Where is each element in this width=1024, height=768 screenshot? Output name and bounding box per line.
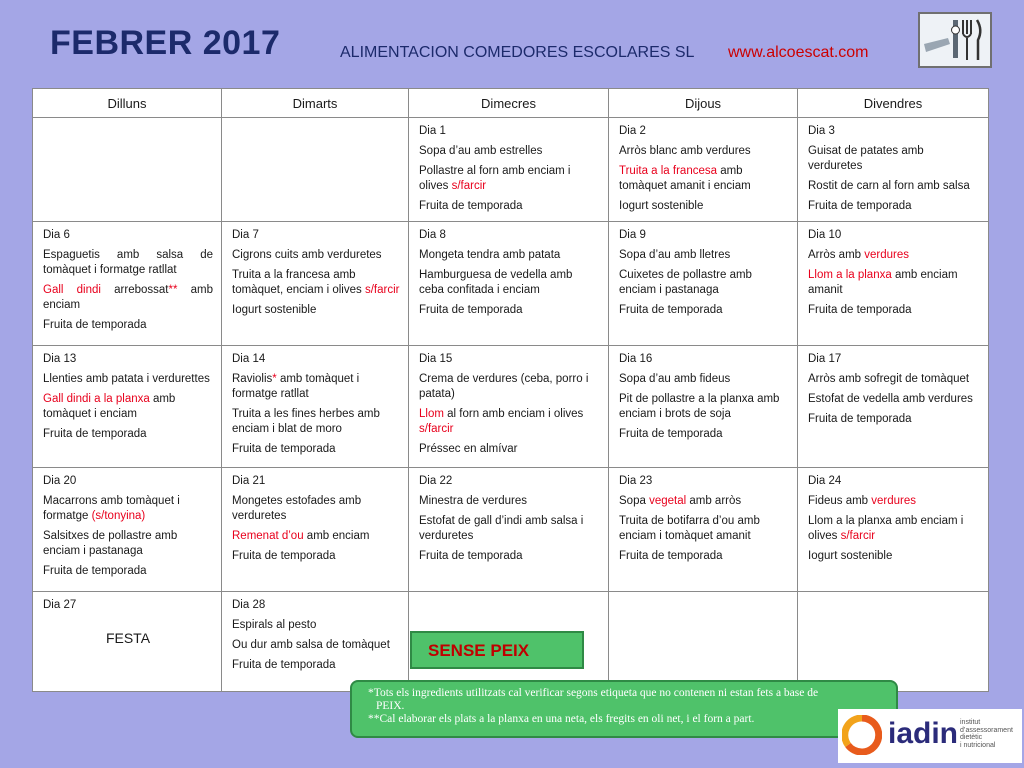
highlight-text: Gall dindi bbox=[43, 284, 101, 296]
dish-text: Sopa bbox=[619, 495, 650, 507]
dish-line bbox=[808, 372, 980, 387]
weekday-header: Dimecres bbox=[409, 89, 609, 118]
dish-text: Espaguetis amb salsa de tomàquet i formatge ratllat bbox=[43, 249, 213, 276]
day-cell bbox=[798, 118, 989, 222]
highlight-text: Llom a la planxa bbox=[808, 269, 892, 281]
dish-text: Dia 14 bbox=[232, 353, 266, 365]
dish-line bbox=[419, 303, 600, 318]
day-cell bbox=[33, 592, 222, 692]
dish-text: Mongetes estofades amb verduretes bbox=[232, 495, 362, 522]
dish-line bbox=[232, 494, 400, 524]
dish-line bbox=[232, 407, 400, 437]
dish-line bbox=[808, 303, 980, 318]
cutlery-icon bbox=[918, 12, 992, 68]
highlight-text: s/farcir bbox=[364, 284, 400, 296]
dish-text: Hamburguesa de vedella amb ceba confitada i enciam bbox=[419, 269, 573, 296]
dish-text: Dia 16 bbox=[619, 353, 653, 365]
week-row bbox=[33, 346, 989, 468]
dish-line bbox=[419, 494, 600, 509]
tagline-line: dietètic bbox=[960, 734, 983, 741]
dish-line bbox=[419, 199, 600, 214]
dish-line bbox=[619, 164, 789, 194]
day-cell bbox=[409, 118, 609, 222]
day-cell bbox=[409, 346, 609, 468]
dish-text: Estofat de vedella amb verdures bbox=[808, 393, 973, 405]
weekday-header: Dijous bbox=[609, 89, 798, 118]
weekday-header-row bbox=[33, 89, 989, 118]
dish-line bbox=[232, 268, 400, 298]
iadin-tagline bbox=[960, 719, 1013, 749]
dish-text: Dia 9 bbox=[619, 229, 646, 241]
dish-text: Fruita de temporada bbox=[808, 413, 912, 425]
weekday-header: Dimarts bbox=[222, 89, 409, 118]
dish-text: Raviolis bbox=[232, 373, 273, 385]
dish-text: al forn amb enciam i olives bbox=[443, 408, 584, 420]
dish-line bbox=[419, 268, 600, 298]
dish-line bbox=[808, 412, 980, 427]
dish-line bbox=[43, 529, 213, 559]
day-cell bbox=[798, 592, 989, 692]
highlight-text: Remenat d’ou bbox=[232, 530, 304, 542]
dish-text: Llenties amb patata i verdurettes bbox=[43, 373, 210, 385]
day-number bbox=[43, 474, 213, 489]
day-number bbox=[619, 124, 789, 139]
day-number bbox=[808, 474, 980, 489]
highlight-text: ** bbox=[168, 284, 178, 296]
day-cell bbox=[33, 222, 222, 346]
dish-text: Préssec en almívar bbox=[419, 443, 518, 455]
dish-text: Dia 17 bbox=[808, 353, 842, 365]
dish-line bbox=[619, 549, 789, 564]
dish-line bbox=[43, 392, 213, 422]
page-title: FEBRER 2017 bbox=[50, 24, 281, 62]
dish-line bbox=[43, 494, 213, 524]
dish-line bbox=[43, 564, 213, 579]
dish-text: amb tomàquet i enciam bbox=[43, 393, 176, 420]
dish-text: Iogurt sostenible bbox=[808, 550, 893, 562]
dish-text: Fruita de temporada bbox=[619, 428, 723, 440]
highlight-text: * bbox=[272, 373, 277, 385]
dish-line bbox=[43, 427, 213, 442]
dish-line bbox=[43, 283, 213, 313]
dish-line bbox=[43, 248, 213, 278]
dish-text: Dia 28 bbox=[232, 599, 266, 611]
tagline-line: institut bbox=[960, 719, 981, 726]
dish-line bbox=[419, 514, 600, 544]
dish-line bbox=[232, 618, 400, 633]
week-row bbox=[33, 118, 989, 222]
dish-line bbox=[419, 549, 600, 564]
dish-text: amb enciam amanit bbox=[808, 269, 958, 296]
dish-text: Fruita de temporada bbox=[419, 200, 523, 212]
dish-text: Fruita de temporada bbox=[419, 304, 523, 316]
dish-text: Fruita de temporada bbox=[808, 200, 912, 212]
dish-text: Dia 6 bbox=[43, 229, 70, 241]
dish-text: Arròs amb sofregit de tomàquet bbox=[808, 373, 970, 385]
dish-line bbox=[232, 442, 400, 457]
dish-text: Rostit de carn al forn amb salsa bbox=[808, 180, 970, 192]
dish-line bbox=[619, 372, 789, 387]
dish-text: Dia 24 bbox=[808, 475, 842, 487]
day-number bbox=[419, 474, 600, 489]
day-cell bbox=[222, 592, 409, 692]
dish-text: Dia 23 bbox=[619, 475, 653, 487]
highlight-text: verdures bbox=[871, 495, 917, 507]
sense-peix-badge: SENSE PEIX bbox=[410, 631, 584, 669]
iadin-mark-icon bbox=[842, 715, 882, 755]
dish-text: Estofat de gall d’indi amb salsa i verduretes bbox=[419, 515, 584, 542]
tagline-line: i nutricional bbox=[960, 741, 996, 749]
day-cell bbox=[222, 222, 409, 346]
dish-text: amb tomàquet amanit i enciam bbox=[619, 165, 751, 192]
weekday-header: Dilluns bbox=[33, 89, 222, 118]
dish-text: Truita a la francesa amb tomàquet, enciam i olives bbox=[232, 269, 365, 296]
company-name: ALIMENTACION COMEDORES ESCOLARES SL bbox=[340, 44, 695, 61]
dish-text: Dia 22 bbox=[419, 475, 453, 487]
day-cell bbox=[409, 222, 609, 346]
dish-text: Dia 7 bbox=[232, 229, 259, 241]
dish-line bbox=[419, 407, 600, 437]
dish-line bbox=[808, 549, 980, 564]
dish-text: amb tomàquet i formatge ratllat bbox=[232, 373, 360, 400]
dish-line bbox=[419, 442, 600, 457]
footnote-box bbox=[350, 680, 898, 738]
highlight-text: vegetal bbox=[649, 495, 687, 507]
dish-text: Macarrons amb tomàquet i formatge bbox=[43, 495, 180, 522]
dish-text: Llom a la planxa amb enciam i olives bbox=[808, 515, 964, 542]
dish-text: Salsitxes de pollastre amb enciam i pastanaga bbox=[43, 530, 178, 557]
day-number bbox=[232, 352, 400, 367]
day-number bbox=[43, 352, 213, 367]
dish-line bbox=[232, 303, 400, 318]
dish-text: Fruita de temporada bbox=[43, 565, 147, 577]
dish-text: Pit de pollastre a la planxa amb enciam i brots de soja bbox=[619, 393, 780, 420]
dish-text: arrebossat bbox=[100, 284, 169, 296]
dish-text: Minestra de verdures bbox=[419, 495, 528, 507]
iadin-logo bbox=[838, 709, 1022, 763]
dish-text: Fruita de temporada bbox=[232, 443, 336, 455]
week-row bbox=[33, 468, 989, 592]
dish-line bbox=[619, 144, 789, 159]
dish-line bbox=[619, 303, 789, 318]
day-cell bbox=[798, 346, 989, 468]
dish-text: Sopa d’au amb lletres bbox=[619, 249, 731, 261]
dish-text: Fruita de temporada bbox=[43, 319, 147, 331]
highlight-text: Llom bbox=[419, 408, 444, 420]
day-cell bbox=[222, 468, 409, 592]
day-number bbox=[232, 228, 400, 243]
dish-line bbox=[808, 514, 980, 544]
website-link[interactable]: www.alcoescat.com bbox=[728, 44, 869, 61]
dish-line bbox=[808, 199, 980, 214]
dish-text: Dia 20 bbox=[43, 475, 77, 487]
dish-text: Fideus amb bbox=[808, 495, 872, 507]
dish-line bbox=[619, 392, 789, 422]
day-cell bbox=[609, 592, 798, 692]
day-cell bbox=[609, 222, 798, 346]
tagline-line: d’assessorament bbox=[960, 726, 1013, 734]
dish-text: Arròs amb bbox=[808, 249, 865, 261]
dish-text: Iogurt sostenible bbox=[619, 200, 704, 212]
dish-line bbox=[619, 494, 789, 509]
dish-text: amb enciam bbox=[43, 284, 213, 311]
dish-text: amb arròs bbox=[686, 495, 742, 507]
dish-line bbox=[232, 529, 400, 544]
dish-text: Cuixetes de pollastre amb enciam i pastanaga bbox=[619, 269, 752, 296]
dish-line bbox=[43, 372, 213, 387]
footnote-line: PEIX. bbox=[376, 700, 405, 712]
dish-text: amb enciam bbox=[303, 530, 370, 542]
dish-text: Fruita de temporada bbox=[808, 304, 912, 316]
day-cell bbox=[33, 118, 222, 222]
day-number bbox=[619, 474, 789, 489]
footnote-line: **Cal elaborar els plats a la planxa en una neta, els fregits en oli net, i el forn a part. bbox=[368, 713, 755, 725]
dish-line bbox=[419, 164, 600, 194]
dish-text: Dia 10 bbox=[808, 229, 842, 241]
dish-text: Fruita de temporada bbox=[43, 428, 147, 440]
weekday-header: Divendres bbox=[798, 89, 989, 118]
dish-text: Dia 8 bbox=[419, 229, 446, 241]
dish-line bbox=[619, 427, 789, 442]
dish-text: Sopa d’au amb estrelles bbox=[419, 145, 543, 157]
day-cell bbox=[798, 222, 989, 346]
highlight-text: Gall dindi a la planxa bbox=[43, 393, 150, 405]
day-cell bbox=[609, 468, 798, 592]
dish-text: Iogurt sostenible bbox=[232, 304, 317, 316]
day-number bbox=[43, 228, 213, 243]
day-cell bbox=[33, 468, 222, 592]
dish-text: Dia 15 bbox=[419, 353, 453, 365]
dish-line bbox=[232, 658, 400, 673]
dish-text: Guisat de patates amb verduretes bbox=[808, 145, 924, 172]
dish-text: Fruita de temporada bbox=[232, 659, 336, 671]
highlight-text: (s/tonyina) bbox=[91, 510, 146, 522]
highlight-text: s/farcir bbox=[840, 530, 876, 542]
day-number bbox=[232, 598, 400, 613]
dish-text: Truita de botifarra d’ou amb enciam i tomàquet amanit bbox=[619, 515, 760, 542]
dish-line bbox=[808, 179, 980, 194]
dish-line bbox=[419, 144, 600, 159]
dish-text: Fruita de temporada bbox=[419, 550, 523, 562]
day-cell bbox=[222, 118, 409, 222]
weekly-menu-table bbox=[32, 88, 989, 692]
dish-text: Dia 13 bbox=[43, 353, 77, 365]
day-cell bbox=[33, 346, 222, 468]
dish-line bbox=[808, 494, 980, 509]
dish-text: Fruita de temporada bbox=[619, 550, 723, 562]
day-cell bbox=[609, 118, 798, 222]
highlight-text: verdures bbox=[864, 249, 909, 261]
iadin-wordmark: iadin bbox=[888, 717, 959, 750]
dish-text: Dia 27 bbox=[43, 599, 77, 611]
week-row bbox=[33, 222, 989, 346]
highlight-text: s/farcir bbox=[451, 180, 487, 192]
dish-line bbox=[619, 199, 789, 214]
dish-line bbox=[419, 248, 600, 263]
day-number bbox=[619, 228, 789, 243]
dish-line bbox=[43, 318, 213, 333]
day-number bbox=[808, 352, 980, 367]
dish-text: Pollastre al forn amb enciam i olives bbox=[419, 165, 571, 192]
dish-text: Mongeta tendra amb patata bbox=[419, 249, 561, 261]
dish-line bbox=[808, 248, 980, 263]
dish-line bbox=[619, 514, 789, 544]
dish-text: Dia 2 bbox=[619, 125, 646, 137]
dish-text: Truita a les fines herbes amb enciam i blat de moro bbox=[232, 408, 380, 435]
day-cell bbox=[409, 468, 609, 592]
day-number bbox=[808, 228, 980, 243]
day-cell bbox=[798, 468, 989, 592]
dish-text: Crema de verdures (ceba, porro i patata) bbox=[419, 373, 589, 400]
highlight-text: Truita a la francesa bbox=[619, 165, 718, 177]
day-number bbox=[808, 124, 980, 139]
dish-line bbox=[808, 392, 980, 407]
day-cell bbox=[222, 346, 409, 468]
dish-line bbox=[232, 372, 400, 402]
dish-line bbox=[232, 549, 400, 564]
dish-text: Sopa d’au amb fideus bbox=[619, 373, 731, 385]
footnote-line: *Tots els ingredients utilitzats cal verificar segons etiqueta que no contenen ni estan fets a base de bbox=[368, 687, 819, 699]
dish-text: Fruita de temporada bbox=[619, 304, 723, 316]
dish-text: Ou dur amb salsa de tomàquet bbox=[232, 639, 390, 651]
day-number bbox=[43, 598, 213, 613]
dish-text: Dia 3 bbox=[808, 125, 835, 137]
day-number bbox=[232, 474, 400, 489]
day-number bbox=[419, 228, 600, 243]
day-number bbox=[619, 352, 789, 367]
dish-line bbox=[808, 268, 980, 298]
dish-line bbox=[419, 372, 600, 402]
day-cell bbox=[609, 346, 798, 468]
dish-text: Cigrons cuits amb verduretes bbox=[232, 249, 382, 261]
day-number bbox=[419, 124, 600, 139]
dish-line bbox=[232, 248, 400, 263]
dish-text: Dia 21 bbox=[232, 475, 266, 487]
highlight-text: s/farcir bbox=[419, 423, 454, 435]
dish-text: Fruita de temporada bbox=[232, 550, 336, 562]
day-number bbox=[419, 352, 600, 367]
holiday-label: FESTA bbox=[105, 630, 151, 646]
dish-text: Dia 1 bbox=[419, 125, 446, 137]
dish-text: Espirals al pesto bbox=[232, 619, 317, 631]
dish-text: Arròs blanc amb verdures bbox=[619, 145, 751, 157]
dish-line bbox=[808, 144, 980, 174]
dish-line bbox=[232, 638, 400, 653]
dish-line bbox=[619, 248, 789, 263]
dish-line bbox=[619, 268, 789, 298]
